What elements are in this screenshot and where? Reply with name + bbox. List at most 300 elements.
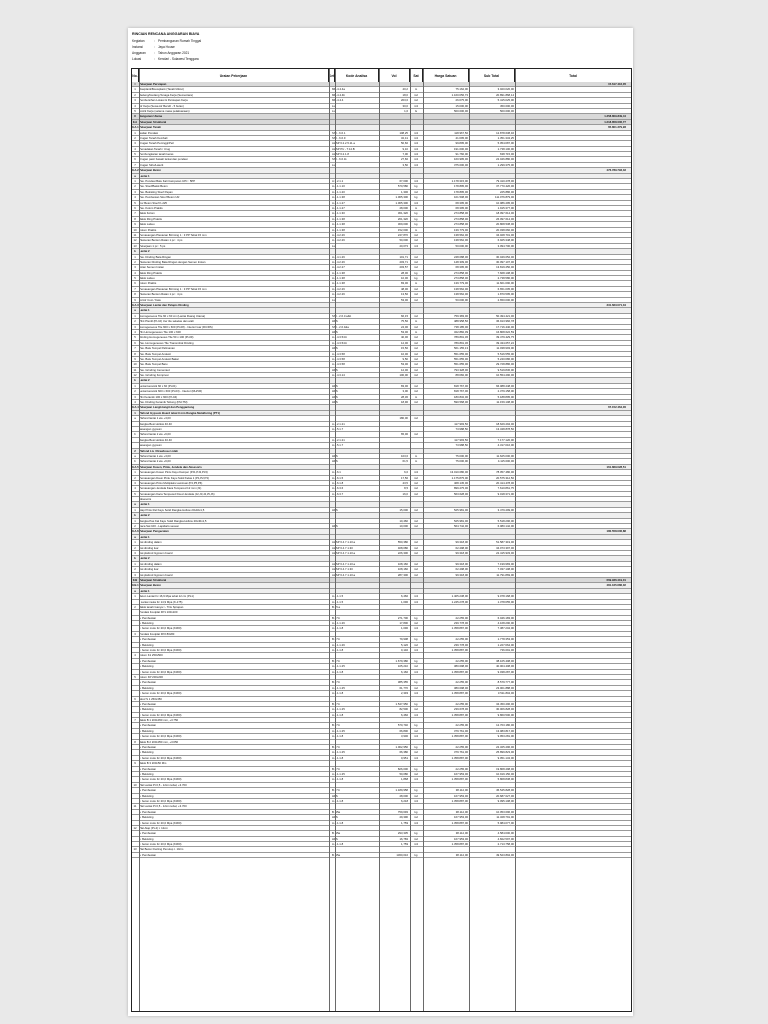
- row-subtotal: 30.049.052,00: [496, 254, 514, 259]
- row-unit: m3: [414, 162, 418, 167]
- row-volume: 361,320: [397, 211, 408, 216]
- row-volume: 13,50: [401, 292, 408, 297]
- row-analysis-code: A.4.6.3.7: [332, 491, 344, 496]
- row-description: Bowplank/Bouwplank (Tanah/Uitzet): [139, 87, 184, 92]
- row-volume: 10,000: [399, 524, 408, 529]
- row-unit: m2: [414, 621, 418, 626]
- row-analysis-code: B.15.a: [332, 604, 341, 609]
- row-volume: 3,00: [402, 389, 408, 394]
- row-subtotal: 4.317.016,00: [497, 443, 514, 448]
- row-description: Dinding Homogeneous Tile 50 x 100 (Pt-09): [139, 335, 194, 340]
- row-number: 6: [134, 157, 136, 162]
- row-unit-price: 138.562,00: [454, 238, 468, 243]
- row-subtotal: 3.020.020,00: [497, 87, 514, 92]
- row-subtotal: 4.584.600,00: [497, 831, 514, 836]
- row-unit-price: 380.098,00: [454, 685, 468, 690]
- row-volume: 1.065,300: [395, 200, 408, 205]
- row-number: 7: [134, 718, 136, 723]
- row-analysis-code: A.4.1.1.26: [332, 642, 345, 647]
- row-subtotal: 29.728.886,00: [496, 362, 514, 367]
- row-volume: 1,759: [401, 820, 408, 825]
- row-analysis-code: A.4.1.1.38: [332, 216, 345, 221]
- row-number: 4: [134, 146, 136, 151]
- header-no: No.: [132, 69, 139, 82]
- row-unit-price: 1.405.238,00: [451, 594, 468, 599]
- row-unit: m3: [414, 734, 418, 739]
- row-unit-price: 789.891,36: [454, 335, 468, 340]
- row-subtotal: 5.415.025,00: [497, 98, 514, 103]
- row-subtotal: 1.870.595,00: [497, 292, 514, 297]
- row-unit-price: 167.953,00: [454, 772, 468, 776]
- row-unit: m2: [414, 367, 418, 372]
- row-analysis-code: A.4.1.1.25: [332, 707, 345, 712]
- row-description: Kolom Praktis: [139, 281, 157, 286]
- row-subtotal: 225.886,00: [500, 189, 514, 194]
- row-unit: kg: [414, 216, 418, 221]
- row-unit: m2: [414, 793, 418, 798]
- row-description: a. Pembesian: [139, 745, 157, 750]
- row-description: a. Pembesian: [139, 788, 157, 793]
- row-analysis-code: A.4.6.3.6: [332, 486, 344, 491]
- row-analysis-code: B.17.b: [332, 745, 341, 750]
- row-number: 12: [133, 825, 137, 830]
- row-unit-price: 273.858,00: [454, 216, 468, 221]
- row-unit-price: 488.958,56: [454, 319, 468, 324]
- row-description: Sloof S 1 250x350: [139, 696, 162, 701]
- row-subtotal: 20.808.538,00: [496, 222, 514, 227]
- row-subtotal: 9.018.371,00: [497, 491, 514, 496]
- row-number: 3: [134, 394, 136, 399]
- row-total: 1.218.858.006,77: [604, 119, 626, 124]
- row-unit: m2: [414, 480, 418, 485]
- row-unit-price: 62.498,00: [455, 567, 468, 572]
- row-unit: m2: [414, 400, 418, 405]
- row-description: b. Bekisting: [139, 836, 154, 841]
- row-description: a. Pembesian: [139, 831, 157, 836]
- row-subtotal: 16.808.622,59: [496, 329, 514, 334]
- row-unit: m3: [414, 103, 418, 108]
- row-volume: 0,140: [401, 648, 408, 653]
- row-unit: m: [414, 459, 418, 464]
- row-volume: 261,320: [397, 216, 408, 221]
- column-divider: [139, 69, 140, 1011]
- row-total: 180.558.006,88: [606, 529, 626, 534]
- row-analysis-code: Ls: [332, 103, 335, 108]
- row-unit: m3: [414, 626, 418, 631]
- row-volume: 15,000: [399, 507, 408, 512]
- row-analysis-code: HPS: [332, 346, 338, 351]
- row-description: Rangka Pas Kal Kayu Solid Rangka Hollow 20x40x1,5: [139, 518, 207, 523]
- row-analysis-code: A.4.1.1.8: [332, 669, 344, 674]
- row-description: Homogeneous Tile 60 x 60 cm (Lantai Ruang Utama): [139, 313, 206, 318]
- row-number: a: [134, 502, 136, 507]
- row-number: a: [134, 416, 136, 421]
- row-volume: 101,71: [399, 254, 408, 259]
- meta-instansi: Instansi : Jaya House: [132, 45, 175, 49]
- row-unit-price: 1.175.875,00: [451, 475, 468, 480]
- row-description: Plafond lantai 2 ele +6,00: [139, 459, 171, 464]
- row-subtotal: 22.415.933,00: [496, 550, 514, 555]
- row-analysis-code: B.17.b: [332, 637, 341, 642]
- row-analysis-code: A.4.1.1.8: [332, 842, 344, 847]
- row-number: 9: [134, 222, 136, 227]
- row-unit: m2: [414, 836, 418, 841]
- row-volume: 1.679,380: [395, 658, 408, 663]
- row-analysis-code: Ls: [332, 297, 335, 302]
- row-number: II.B: [132, 577, 138, 582]
- row-description: a. Pembesian: [139, 658, 157, 663]
- row-unit-price: 99.318,00: [455, 572, 468, 577]
- row-volume: 28,30: [401, 394, 408, 399]
- row-description: Ad Air Cuci / Katu: [139, 297, 161, 302]
- row-description: Lantai keramik 600 x 600 (Pt-03) - Interior (RH/VR): [139, 389, 203, 394]
- row-description: Plint Plentil (Pt-10) Uer tile sekelas dan arah: [139, 319, 194, 324]
- row-subtotal: 20.575.312,50: [496, 475, 514, 480]
- row-description: Pas. Batu Tempel Andesit Bakar: [139, 356, 179, 361]
- row-unit-price: 899.275,00: [454, 486, 468, 491]
- row-analysis-code: HPS: [332, 524, 338, 529]
- row-volume: 203,0: [401, 98, 408, 103]
- row-subtotal: 13.348.878,50: [496, 427, 514, 431]
- row-unit: m3: [414, 599, 418, 604]
- row-unit: m2: [414, 664, 418, 669]
- row-number: 2: [134, 448, 136, 453]
- row-unit-price: 68.395,00: [455, 205, 468, 210]
- row-unit-price: 138.562,00: [454, 292, 468, 297]
- row-unit-price: 738.185,00: [454, 324, 468, 329]
- row-subtotal: 20.687.027,00: [496, 793, 514, 798]
- row-subtotal: 3.479.499,00: [497, 507, 514, 512]
- row-analysis-code: A.4.4.2.26: [332, 259, 345, 264]
- row-number: 10: [133, 227, 137, 232]
- row-unit-price: 91.760,00: [455, 152, 468, 157]
- row-number: 7: [134, 211, 136, 216]
- row-number: II.A.6: [132, 529, 139, 534]
- row-number: a: [134, 173, 136, 178]
- row-subtotal: 34.450.296,00: [496, 701, 514, 706]
- row-volume: 1.065,300: [395, 195, 408, 200]
- row-unit-price: 1.358.887,00: [451, 755, 468, 760]
- row-subtotal: 10.554.290,00: [496, 373, 514, 378]
- row-number: 2: [134, 545, 136, 550]
- row-volume: 1,759: [401, 842, 408, 847]
- row-description: Pemadatan Tanah / Urug: [139, 146, 171, 151]
- row-volume: 1300,010: [396, 852, 408, 857]
- row-unit: kg: [414, 831, 418, 836]
- row-description: Pas. Grinding Cemented: [139, 367, 170, 372]
- row-subtotal: 22.325.296,00: [496, 745, 514, 750]
- row-number: 2: [134, 567, 136, 572]
- row-subtotal: 20.891.868,14: [496, 92, 514, 97]
- row-analysis-code: A.4.5.1.7: [332, 427, 344, 431]
- row-description: Cat dinding dalam: [139, 540, 162, 545]
- row-description: c. beton mutu Fc 20,0 Mpa (K300): [139, 669, 182, 674]
- row-unit-price: 68.395,00: [455, 200, 468, 205]
- row-unit: m3: [414, 594, 418, 599]
- row-volume: 1.002,950: [395, 745, 408, 750]
- row-description: Urugan Tanah Peninggi/Peil: [139, 141, 174, 146]
- row-description: Pas. Pondasi Batu Kali Campuran 1PC : 5PP: [139, 179, 196, 184]
- row-subtotal: 20.414.478,00: [496, 480, 514, 485]
- row-analysis-code: SNI - 6.6.9: [332, 135, 346, 140]
- row-unit-price: 138.562,00: [454, 286, 468, 291]
- row-number: 11: [133, 804, 137, 809]
- row-analysis-code: A.4.1.1.8: [332, 712, 344, 717]
- row-unit: kg: [414, 788, 418, 793]
- row-description: c. beton mutu Fc 20,0 Mpa (K300): [139, 734, 182, 739]
- row-number: 11: [133, 367, 137, 372]
- row-unit-price: 379.761,00: [454, 728, 468, 733]
- row-subtotal: 10.086.295,00: [496, 200, 514, 205]
- row-description: Pembersihan Lokasi & Persiapan Kerja: [139, 98, 188, 103]
- row-volume: 79,908: [399, 637, 408, 642]
- row-number: 13: [133, 847, 137, 852]
- row-description: pasangan gypsum: [139, 443, 162, 448]
- row-subtotal: 3.511.804,00: [497, 691, 514, 696]
- row-unit-price: 248.088,00: [454, 254, 468, 259]
- row-description: Pekerjaan Tanah: [139, 125, 162, 130]
- row-description: Lantai 2: [139, 249, 150, 254]
- row-unit-price: 322.882,09: [454, 329, 468, 334]
- document-title: RINCIAN RENCANA ANGGARAN BIAYA: [132, 32, 200, 36]
- row-analysis-code: SNI - 2.6.3.a&b: [332, 313, 352, 318]
- row-volume: 271,700: [397, 615, 408, 620]
- row-analysis-code: A.3.2.1.1: [332, 179, 344, 184]
- row-analysis-code: HPS: [332, 367, 338, 372]
- row-unit: kg: [414, 680, 418, 685]
- row-volume: 570,740: [397, 723, 408, 728]
- row-subtotal: 66.088.248,00: [496, 383, 514, 388]
- row-description: Lantai 1: [139, 502, 150, 507]
- row-volume: 105,210: [397, 664, 408, 669]
- row-unit-price: 73.988,50: [455, 427, 468, 431]
- row-number: II.A.2: [132, 168, 139, 173]
- row-description: Pas. Batu Tempel Palimanan: [139, 346, 175, 351]
- row-total: 1.358.809.849,44: [604, 114, 626, 119]
- row-analysis-code: MB-4.4.4: [332, 98, 344, 103]
- row-number: 5: [134, 200, 136, 205]
- row-subtotal: 50.494.421,00: [496, 313, 514, 318]
- row-analysis-code: HPS: [332, 507, 338, 512]
- row-analysis-code: B. 15a: [332, 809, 341, 814]
- row-unit-price: 500.000,00: [454, 108, 468, 113]
- row-unit-price: 379.761,00: [454, 750, 468, 755]
- row-analysis-code: B. 15a: [332, 831, 341, 836]
- row-volume: 100,00: [399, 373, 408, 378]
- column-divider: [469, 69, 470, 1011]
- row-volume: 12,00: [401, 367, 408, 372]
- row-unit-price: 818.767,00: [454, 389, 468, 394]
- row-analysis-code: A.4.5.1.7: [332, 443, 344, 448]
- row-subtotal: 10.053.096,00: [496, 809, 514, 814]
- row-subtotal: 51.587.319,00: [496, 540, 514, 545]
- row-description: Balok Latteu: [139, 276, 155, 281]
- row-number: 4: [134, 103, 136, 108]
- header-sub-total: Sub Total: [469, 69, 515, 82]
- row-subtotal: 19.808.298,00: [496, 766, 514, 771]
- row-unit: m2: [414, 491, 418, 496]
- row-unit: m3: [414, 179, 418, 184]
- row-description: Pekerjaan Persiapan: [139, 82, 167, 86]
- row-analysis-code: SNI - 6.6.1: [332, 130, 346, 135]
- header-total: Total: [569, 73, 577, 78]
- row-volume: 1,300: [401, 189, 408, 194]
- row-subtotal: 30.006.828,00: [496, 707, 514, 712]
- row-unit: m: [414, 394, 418, 399]
- row-unit: m2: [414, 728, 418, 733]
- row-volume: 3,900: [401, 734, 408, 739]
- row-analysis-code: B.17.b: [332, 615, 341, 620]
- row-unit: m2: [414, 189, 418, 194]
- row-unit-price: 38.112,00: [455, 831, 468, 836]
- row-unit-price: 101.508,00: [454, 195, 468, 200]
- row-description: Pas. Dinding Keramik Tebong (FM-TM): [139, 400, 188, 405]
- row-number: 9: [134, 761, 136, 766]
- row-description: c. beton mutu Fc 20,0 Mpa (K300): [139, 755, 182, 760]
- row-unit-price: 273.858,00: [454, 211, 468, 216]
- row-unit: kg: [414, 222, 418, 227]
- row-volume: 83,00: [401, 383, 408, 388]
- row-unit: m: [414, 205, 418, 210]
- row-subtotal: 2.713.758,00: [497, 842, 514, 847]
- row-unit: m2: [414, 351, 418, 356]
- row-total: 67.152.464,00: [608, 405, 626, 410]
- row-subtotal: 18.629.294,00: [496, 421, 514, 426]
- row-description: Plesteran Dinding Bata Ringan dengan Semen Instan: [139, 259, 206, 264]
- row-description: Pas. Batu Tempel Batu: [139, 362, 168, 367]
- row-unit-price: 191.000,00: [454, 146, 468, 151]
- row-analysis-code: A.4.4.3.58: [332, 362, 345, 367]
- row-number: 1: [134, 470, 136, 475]
- row-unit: m3: [414, 470, 418, 475]
- row-volume: 8,5: [404, 486, 408, 491]
- row-volume: 30,0: [402, 103, 408, 108]
- row-number: 1: [134, 130, 136, 135]
- row-volume: 40,00: [401, 335, 408, 340]
- row-unit: kg: [414, 276, 418, 281]
- row-subtotal: 9.095.108,00: [497, 798, 514, 803]
- row-subtotal: 1.351.334,25: [497, 135, 514, 140]
- row-subtotal: 30.097.107,00: [496, 259, 514, 264]
- row-analysis-code: A.4.4.2.26: [332, 232, 345, 237]
- row-volume: 309,000: [397, 222, 408, 227]
- row-analysis-code: AHSP 6.4.7.1.10.a: [332, 561, 356, 566]
- row-description: Plafond Lis / Drawbose Lidah: [139, 448, 179, 453]
- row-analysis-code: A.4.1.1.8: [332, 626, 344, 631]
- row-unit: m: [414, 453, 418, 458]
- row-number: a: [134, 453, 136, 458]
- row-number: 2: [134, 604, 136, 609]
- row-description: b. Bekisting: [139, 728, 154, 733]
- row-unit: m2: [414, 815, 418, 820]
- row-number: 7: [134, 346, 136, 351]
- row-number: b: [134, 249, 136, 254]
- row-description: c. beton mutu Fc 20,0 Mpa (K300): [139, 842, 182, 847]
- row-number: 1: [134, 383, 136, 388]
- row-description: Balok Latteu: [139, 222, 155, 227]
- row-number: 3: [134, 631, 136, 636]
- row-analysis-code: MB-4.4.4a: [332, 87, 345, 92]
- row-subtotal: 11.601.690,00: [496, 281, 514, 286]
- row-unit: m2: [414, 750, 418, 755]
- row-unit-price: 1.358.887,00: [451, 734, 468, 739]
- column-divider: [423, 69, 424, 1011]
- row-description: Pas. Sloof/Balok Beton: [139, 184, 168, 189]
- row-description: Plafond lantai 2 ele +6,00: [139, 432, 171, 437]
- row-description: a. Pembesian: [139, 809, 157, 814]
- row-unit-price: 759.383,00: [454, 313, 468, 318]
- row-description: Beton Lantai Fc 16,9 Mpa tebal 12 cm (PL1): [139, 594, 194, 599]
- header-ket: Ket: [329, 69, 335, 82]
- row-number: 5: [134, 152, 136, 157]
- row-description: Rangka Besi Hollow 40.40: [139, 421, 172, 426]
- row-description: Plafond lantai 1 ele +3,00: [139, 416, 171, 421]
- row-number: 7: [134, 162, 136, 167]
- row-number: 12: [133, 238, 137, 243]
- row-subtotal: 450.000,00: [500, 103, 514, 108]
- row-analysis-code: A.4.6.1.5: [332, 475, 344, 480]
- row-description: Pekerjaan 1 pc : 5 ps: [139, 243, 166, 248]
- row-number: 10: [133, 362, 137, 367]
- row-subtotal: 11.159.108,00: [496, 400, 514, 405]
- row-number: II.A.1: [132, 125, 139, 130]
- row-description: Pondasi Footplat FP2 80x80: [139, 631, 175, 636]
- row-number: II.A.5: [132, 464, 139, 469]
- row-unit-price: 88.682,00: [455, 373, 468, 378]
- row-description: a. Pembesian: [139, 766, 157, 771]
- row-analysis-code: A.4.4.2.27: [332, 265, 345, 270]
- column-divider: [335, 69, 336, 1011]
- row-description: Lantai keramik 60 x 60 (Pt-01): [139, 383, 177, 388]
- row-volume: 293,335: [397, 831, 408, 836]
- row-volume: 50,60: [401, 141, 408, 146]
- row-number: 1: [134, 507, 136, 512]
- row-subtotal: 7.199.983,00: [497, 561, 514, 566]
- row-volume: 226,300: [397, 550, 408, 555]
- row-volume: 28,000: [399, 205, 408, 210]
- row-unit: m2: [414, 286, 418, 291]
- row-subtotal: 11.625.000,00: [496, 453, 514, 458]
- row-unit-price: 117.993,50: [454, 437, 468, 442]
- row-description: Kolom Praktis: [139, 227, 157, 232]
- row-number: 5: [134, 674, 136, 679]
- row-description: Listrik Kerja (selama masa pelaksanaan): [139, 108, 190, 113]
- row-unit: m: [414, 319, 418, 324]
- row-unit-price: 789.891,36: [454, 340, 468, 345]
- row-subtotal: 7.610.861,75: [497, 486, 514, 491]
- row-number: 13: [133, 243, 137, 248]
- row-volume: 1,868: [401, 777, 408, 782]
- row-analysis-code: A.4.4.2.26: [332, 286, 345, 291]
- row-analysis-code: B.17.b: [332, 680, 341, 685]
- row-number: 1: [134, 561, 136, 566]
- row-volume: 3,50: [402, 162, 408, 167]
- row-unit-price: 160.995,00: [454, 157, 468, 162]
- row-unit-price: 1.358.887,00: [451, 648, 468, 653]
- row-unit: kg: [414, 701, 418, 706]
- row-unit-price: 22.255,00: [455, 680, 468, 685]
- row-unit: m2: [414, 297, 418, 302]
- row-subtotal: 34.073.397,00: [496, 545, 514, 550]
- row-subtotal: 7.387.204,00: [497, 626, 514, 631]
- row-unit: m2: [414, 432, 418, 437]
- row-subtotal: 111.076.879,00: [494, 195, 514, 200]
- row-unit: m3: [414, 648, 418, 653]
- row-subtotal: 9.078.168,00: [497, 594, 514, 599]
- row-volume: 180,00: [399, 416, 408, 421]
- row-number: 8: [134, 292, 136, 297]
- row-number: 2: [134, 475, 136, 480]
